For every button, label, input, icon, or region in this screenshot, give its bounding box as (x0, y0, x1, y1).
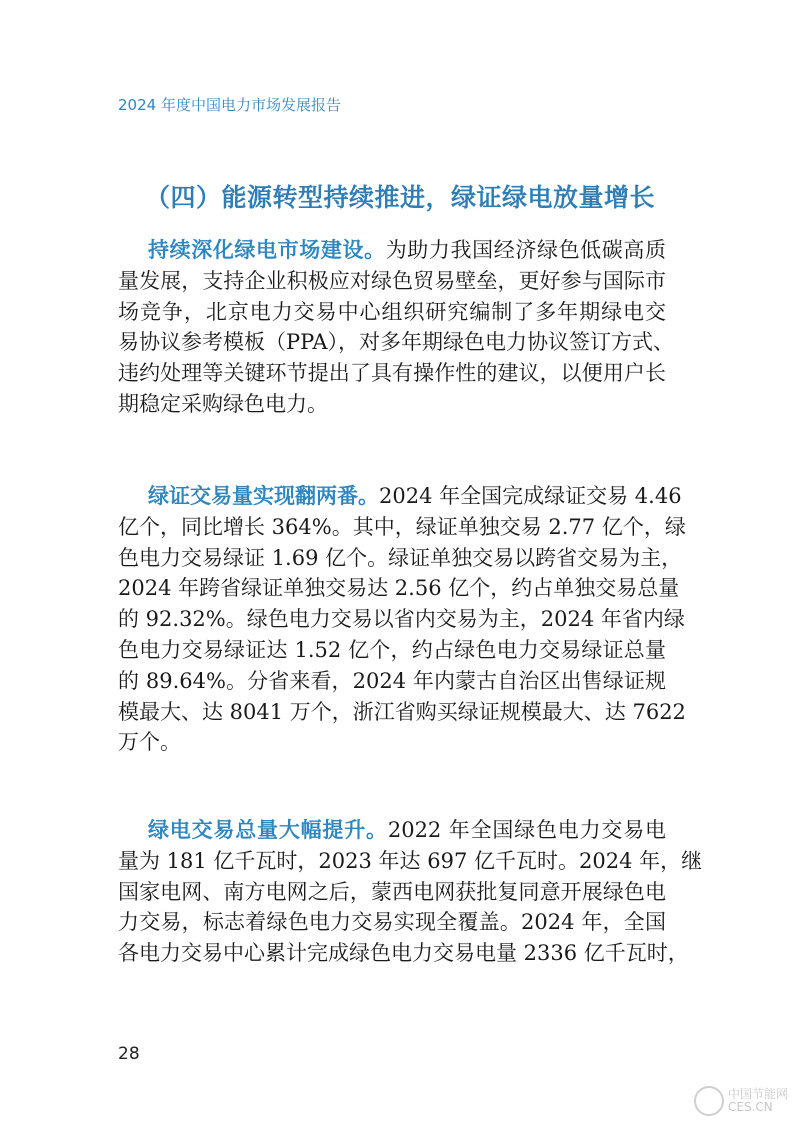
text-line (118, 604, 685, 635)
line-text: 2024 年跨省绿证单独交易达 2.56 亿个，约占单独交易总量 (118, 576, 680, 601)
page-number: 28 (118, 1044, 140, 1064)
line-text: 场竞争，北京电力交易中心组织研究编制了多年期绿电交 (118, 299, 666, 324)
text-line (118, 697, 686, 728)
line-text: 的 89.64%。分省来看，2024 年内蒙古自治区出售绿证规 (118, 668, 666, 693)
paragraph-green-electricity (118, 815, 703, 969)
line-text: 量发展，支持企业积极应对绿色贸易壁垒，更好参与国际市 (118, 268, 666, 293)
line-text: 色电力交易绿证达 1.52 亿个，约占绿色电力交易绿证总量 (118, 637, 666, 662)
section-title: （四）能源转型持续推进，绿证绿电放量增长 (144, 183, 655, 212)
line-text: 期稳定采购绿色电力。 (118, 391, 328, 416)
line-text: 万个。 (118, 730, 181, 755)
line-text: 2022 年全国绿色电力交易电 (387, 818, 666, 842)
text-line (118, 235, 666, 266)
line-text: 的 92.32%。绿色电力交易以省内交易为主，2024 年省内绿 (118, 607, 685, 632)
text-line (118, 573, 680, 604)
text-line (118, 481, 682, 512)
paragraph-green-certificates (118, 481, 686, 758)
paragraph-lead: 持续深化绿电市场建设。 (148, 238, 386, 262)
text-line (118, 327, 674, 358)
text-line (118, 389, 666, 420)
paragraph-lead: 绿证交易量实现翻两番。 (148, 484, 379, 508)
line-text: 国家电网、南方电网之后，蒙西电网获批复同意开展绿色电 (118, 879, 666, 904)
watermark-domain: CES.CN (727, 1100, 773, 1114)
text-line (118, 846, 703, 877)
line-text: 力交易，标志着绿色电力交易实现全覆盖。2024 年，全国 (118, 910, 666, 935)
watermark-logo-icon (694, 1086, 724, 1116)
line-text: 各电力交易中心累计完成绿色电力交易电量 2336 亿千瓦时， (118, 941, 689, 966)
watermark (694, 1086, 788, 1116)
text-line (118, 907, 666, 938)
line-text: 为助力我国经济绿色低碳高质 (385, 238, 667, 262)
line-text: 2024 年全国完成绿证交易 4.46 (379, 484, 682, 508)
line-text: 量为 181 亿千瓦时，2023 年达 697 亿千瓦时。2024 年，继 (118, 848, 703, 873)
line-text: 色电力交易绿证 1.69 亿个。绿证单独交易以跨省交易为主， (118, 545, 683, 570)
text-line (118, 297, 666, 328)
text-line (118, 666, 666, 697)
paragraph-lead: 绿电交易总量大幅提升。 (148, 818, 388, 842)
line-text: 亿个，同比增长 364%。其中，绿证单独交易 2.77 亿个，绿 (118, 514, 686, 539)
paragraph-green-market (118, 235, 674, 420)
text-line (118, 266, 666, 297)
text-line (118, 938, 689, 969)
line-text: 易协议参考模板（PPA），对多年期绿色电力协议签订方式、 (118, 330, 674, 355)
text-line (118, 512, 686, 543)
text-line (118, 635, 666, 666)
text-line (118, 543, 683, 574)
text-line (118, 877, 666, 908)
text-line (118, 815, 666, 846)
text-line (118, 358, 666, 389)
line-text: 违约处理等关键环节提出了具有操作性的建议，以便用户长 (118, 361, 666, 386)
running-header: 2024 年度中国电力市场发展报告 (118, 96, 341, 114)
text-line (118, 727, 666, 758)
line-text: 模最大、达 8041 万个，浙江省购买绿证规模最大、达 7622 (118, 699, 686, 724)
watermark-name: 中国节能网 (727, 1087, 788, 1101)
